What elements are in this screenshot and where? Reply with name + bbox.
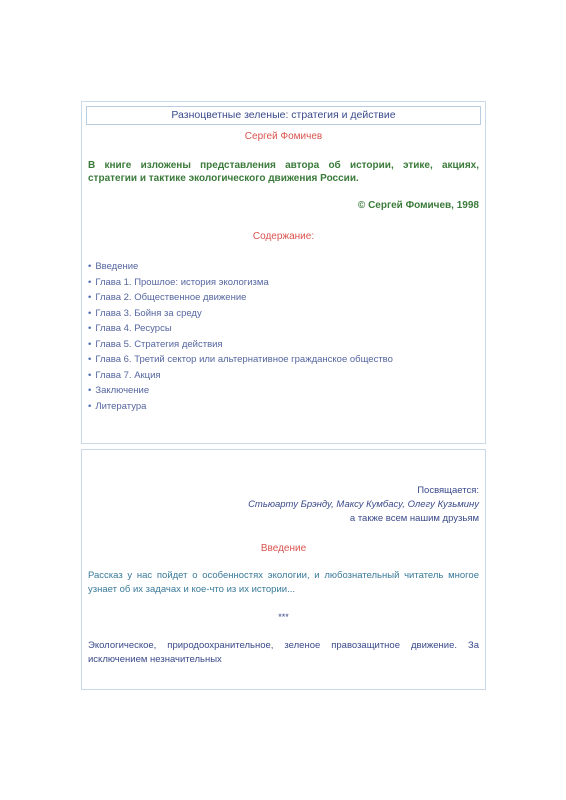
bullet-icon: • xyxy=(88,369,92,381)
toc-item-label[interactable]: Заключение xyxy=(95,385,150,396)
book-content-panel xyxy=(81,449,486,690)
bullet-icon: • xyxy=(88,338,92,350)
toc-item[interactable] xyxy=(88,290,479,306)
toc-item[interactable] xyxy=(88,306,479,322)
intro-paragraph-2: Экологическое, природоохранительное, зеленое правозащитное движение. За исключением незначительных xyxy=(88,640,479,665)
bullet-icon: • xyxy=(88,400,92,412)
intro-paragraph: Рассказ у нас пойдет о особенностях экологии, и любознательный читатель многое узнает об их задачах и кое-что из их истории... xyxy=(88,570,479,595)
section-heading-intro: Введение xyxy=(260,543,307,554)
book-header-panel xyxy=(81,101,486,444)
toc-item[interactable] xyxy=(88,352,479,368)
bullet-icon: • xyxy=(88,323,92,334)
dedication-line: Посвящается: xyxy=(417,485,479,496)
toc-item-label[interactable]: Глава 6. Третий сектор или альтернативное гражданское общество xyxy=(95,354,393,365)
toc-item-label[interactable]: Глава 1. Прошлое: история экологизма xyxy=(95,276,269,288)
bullet-icon: • xyxy=(88,307,92,319)
toc-item-label[interactable]: Введение xyxy=(95,261,139,272)
toc-item[interactable] xyxy=(88,383,479,399)
bullet-icon: • xyxy=(88,354,92,365)
toc-item[interactable] xyxy=(88,275,479,291)
toc-item-label[interactable]: Глава 2. Общественное движение xyxy=(95,292,247,303)
toc-item[interactable] xyxy=(88,259,479,275)
toc-item-label[interactable]: Литература xyxy=(95,400,147,412)
toc-list xyxy=(88,259,479,414)
toc-item-label[interactable]: Глава 3. Бойня за среду xyxy=(95,307,202,319)
book-title: Разноцветные зеленые: стратегия и действие xyxy=(86,106,481,125)
bullet-icon: • xyxy=(88,276,92,288)
toc-item[interactable] xyxy=(88,337,479,353)
toc-item[interactable] xyxy=(88,368,479,384)
bullet-icon: • xyxy=(88,292,92,303)
copyright-line: © Сергей Фомичев, 1998 xyxy=(357,200,479,211)
book-abstract: В книге изложены представления автора об истории, этике, акциях, стратегии и тактике экологического движения России. xyxy=(88,160,479,184)
toc-item-label[interactable]: Глава 5. Стратегия действия xyxy=(95,338,223,350)
toc-heading: Содержание: xyxy=(252,231,315,242)
section-separator: *** xyxy=(278,612,289,622)
toc-item-label[interactable]: Глава 4. Ресурсы xyxy=(95,323,172,334)
dedication-names: Стьюарту Брэнду, Максу Кумбасу, Олегу Кузьмину xyxy=(248,499,479,510)
dedication-tail: а также всем нашим друзьям xyxy=(349,513,479,524)
bullet-icon: • xyxy=(88,261,92,272)
toc-item[interactable] xyxy=(88,399,479,415)
toc-item[interactable] xyxy=(88,321,479,337)
bullet-icon: • xyxy=(88,385,92,396)
book-author[interactable]: Сергей Фомичев xyxy=(244,131,323,142)
dedication xyxy=(88,484,479,526)
toc-item-label[interactable]: Глава 7. Акция xyxy=(95,369,161,381)
